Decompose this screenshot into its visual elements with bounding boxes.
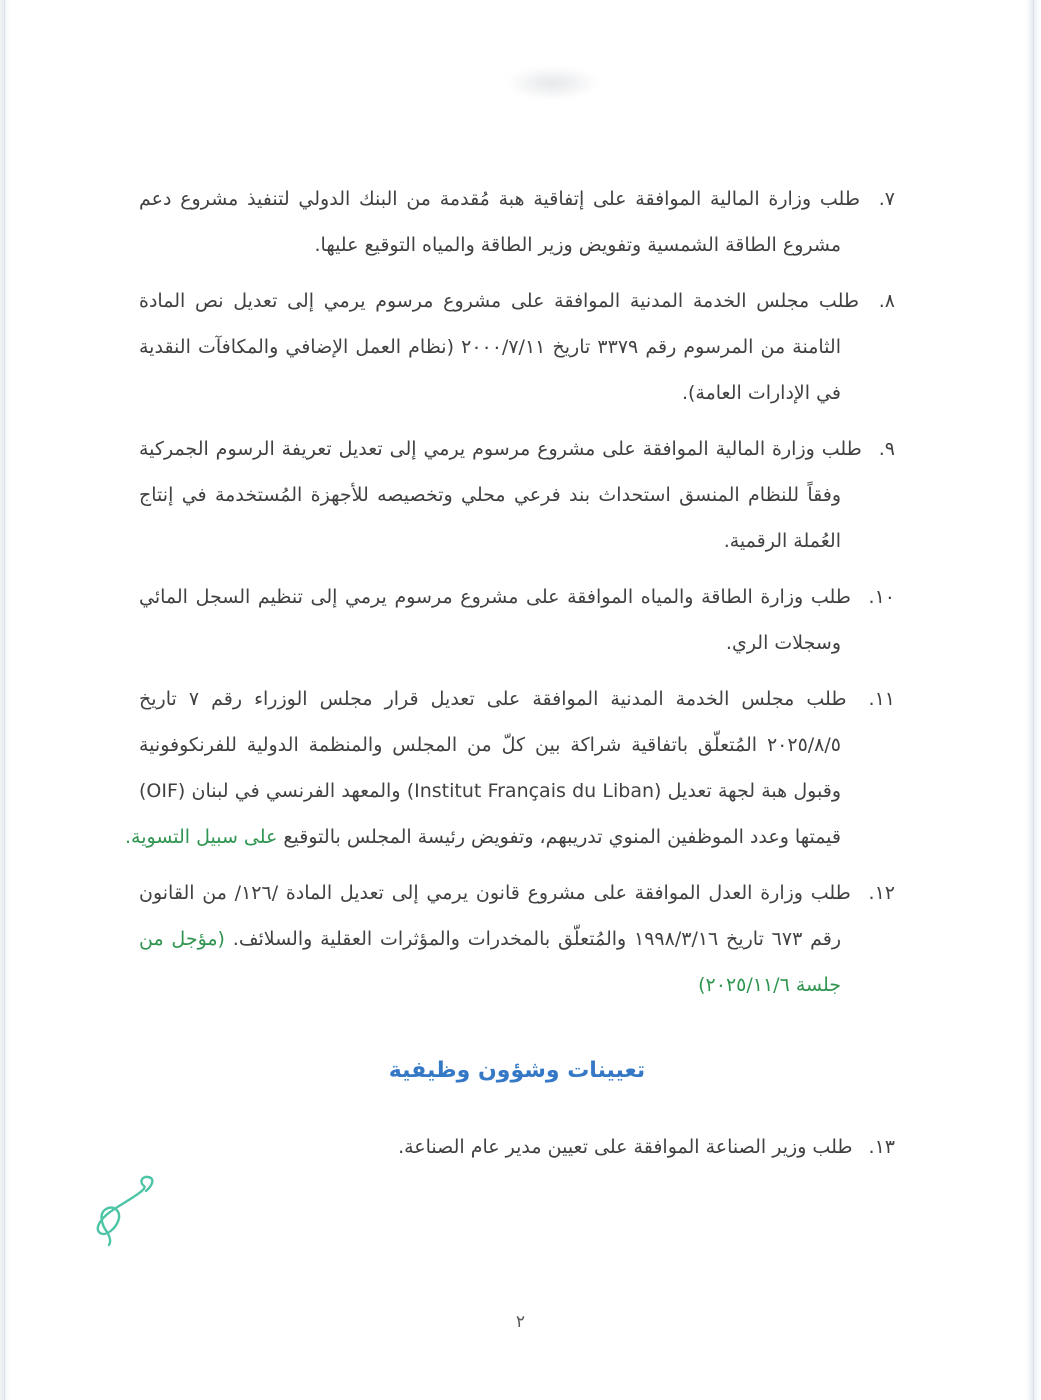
- page-number: ٢: [515, 1312, 526, 1332]
- item-line: [139, 676, 895, 722]
- agenda-item: [139, 176, 895, 268]
- item-text: وسجلات الري.: [725, 632, 841, 654]
- item-number: ١٠.: [868, 586, 895, 608]
- item-line: [139, 620, 895, 666]
- agenda-item: [139, 574, 895, 666]
- item-text: طلب وزير الصناعة الموافقة على تعيين مدير عام الصناعة.: [398, 1136, 853, 1158]
- item-line: [139, 324, 895, 370]
- item-line: [124, 814, 895, 860]
- signature-mark: [86, 1170, 170, 1248]
- item-text: الثامنة من المرسوم رقم ٣٣٧٩ تاريخ ٢٠٠٠/٧/١١ (نظام العمل الإضافي والمكافآت النقدية: [139, 336, 841, 358]
- item-number: ٩.: [878, 438, 895, 460]
- item-number: ١٣.: [868, 1136, 895, 1158]
- item-text: طلب وزارة المالية الموافقة على إتفاقية هبة مُقدمة من البنك الدولي لتنفيذ مشروع دعم: [139, 188, 860, 210]
- item-line: [139, 278, 895, 324]
- item-text: قيمتها وعدد الموظفين المنوي تدريبهم، وتفويض رئيسة المجلس بالتوقيع: [277, 826, 841, 848]
- item-line: [139, 768, 895, 814]
- section-heading: تعيينات وشؤون وظيفية: [388, 1058, 646, 1083]
- item-line: [139, 870, 895, 916]
- item-line: [139, 1124, 895, 1170]
- deferred-note-text: (مؤجل من: [139, 928, 225, 950]
- agenda-list: [124, 0, 895, 1180]
- item-line: [139, 916, 895, 962]
- item-text: في الإدارات العامة).: [681, 382, 841, 404]
- item-line: [139, 722, 895, 768]
- page-right-edge: [1025, 0, 1041, 1400]
- item-text: (OIF) والمعهد الفرنسي في لبنان (Institut Français du Liban) وقبول هبة لجهة تعديل: [139, 780, 841, 802]
- item-text: طلب مجلس الخدمة المدنية الموافقة على تعديل قرار مجلس الوزراء رقم ٧ تاريخ: [139, 688, 847, 710]
- item-number: ١١.: [868, 688, 895, 710]
- item-number: ٨.: [878, 290, 895, 312]
- item-text: طلب وزارة الطاقة والمياه الموافقة على مشروع مرسوم يرمي إلى تنظيم السجل المائي: [139, 586, 851, 608]
- agenda-item: [139, 870, 895, 1008]
- agenda-item: [124, 676, 895, 860]
- item-line: [139, 518, 895, 564]
- item-text: وفقاً للنظام المنسق استحداث بند فرعي محلي وتخصيصه للأجهزة المُستخدمة في إنتاج: [139, 484, 841, 506]
- item-line: [139, 472, 895, 518]
- agenda-item: [139, 1124, 895, 1170]
- item-number: ٧.: [878, 188, 895, 210]
- item-text: طلب وزارة المالية الموافقة على مشروع مرسوم يرمي إلى تعديل تعريفة الرسوم الجمركية: [139, 438, 862, 460]
- item-number: ١٢.: [868, 882, 895, 904]
- deferred-note-text: على سبيل التسوية.: [124, 826, 278, 848]
- page-left-edge: [0, 0, 11, 1400]
- item-line: [139, 370, 895, 416]
- item-line: [139, 962, 895, 1008]
- item-text: مشروع الطاقة الشمسية وتفويض وزير الطاقة والمياه التوقيع عليها.: [314, 234, 841, 256]
- deferred-note-text: جلسة ٢٠٢٥/١١/٦): [698, 974, 841, 996]
- item-text: طلب وزارة العدل الموافقة على مشروع قانون يرمي إلى تعديل المادة /١٢٦/ من القانون: [139, 882, 851, 904]
- item-line: [139, 574, 895, 620]
- item-text: العُملة الرقمية.: [723, 530, 841, 552]
- item-text: ٢٠٢٥/٨/٥ المُتعلّق باتفاقية شراكة بين كلّ من المجلس والمنظمة الدولية للفرنكوفونية: [139, 734, 841, 756]
- item-text: رقم ٦٧٣ تاريخ ١٩٩٨/٣/١٦ والمُتعلّق بالمخدرات والمؤثرات العقلية والسلائف.: [224, 928, 841, 950]
- item-text: طلب مجلس الخدمة المدنية الموافقة على مشروع مرسوم يرمي إلى تعديل نص المادة: [139, 290, 859, 312]
- item-line: [139, 426, 895, 472]
- item-line: [139, 176, 895, 222]
- agenda-item: [139, 426, 895, 564]
- item-line: [139, 222, 895, 268]
- agenda-item: [139, 278, 895, 416]
